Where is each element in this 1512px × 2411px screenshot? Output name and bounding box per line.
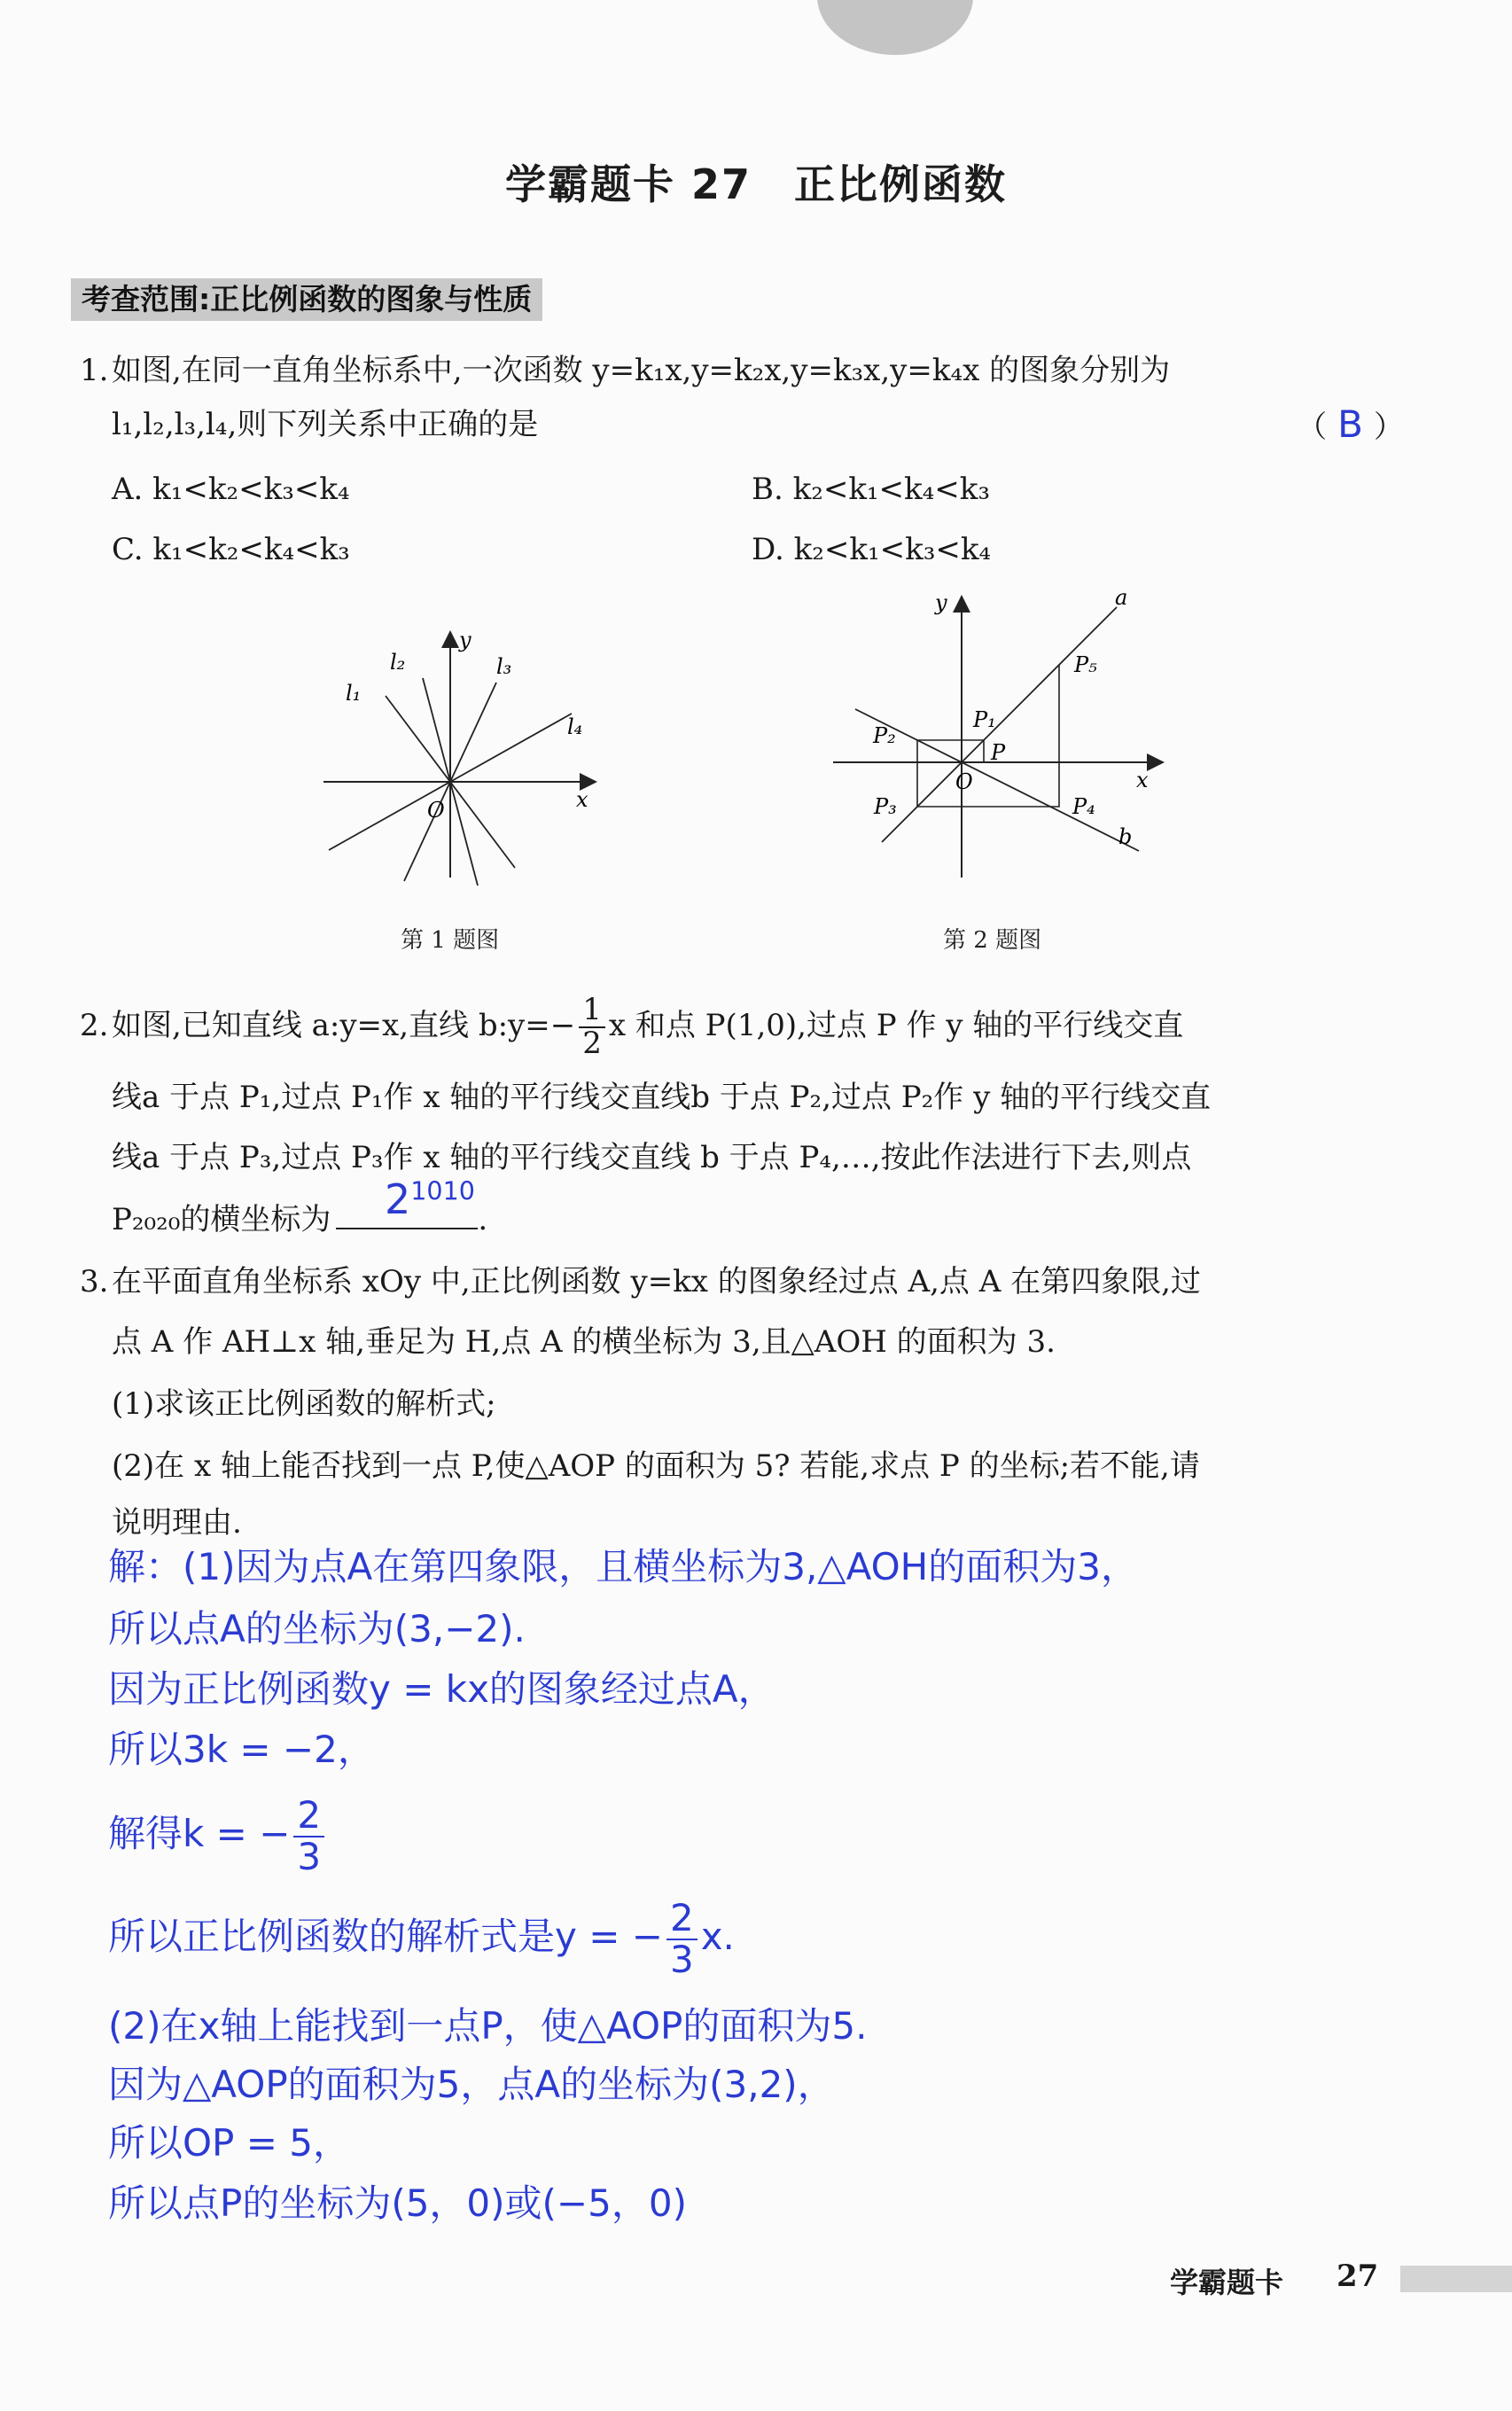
q3-part1: (1)求该正比例函数的解析式; — [112, 1386, 496, 1422]
label-P: P — [991, 740, 1006, 765]
q2-figure — [824, 585, 1188, 895]
label-P2: P₂ — [873, 723, 896, 748]
q3-number: 3. — [80, 1264, 109, 1299]
label-b: b — [1118, 824, 1133, 849]
label-P4: P₄ — [1072, 794, 1095, 819]
q2-line2: 线a 于点 P₁,过点 P₁作 x 轴的平行线交直线b 于点 P₂,过点 P₂作 y 轴的平行线交直 — [112, 1080, 1212, 1115]
q1-answer: B — [1337, 402, 1363, 446]
solution-line-8: 因为△AOP的面积为5，点A的坐标为(3,2)， — [108, 2063, 835, 2106]
q3-part2: (2)在 x 轴上能否找到一点 P,使△AOP 的面积为 5? 若能,求点 P 的坐标;若不能,请 — [112, 1448, 1200, 1484]
q3-line1: 3. 在平面直角坐标系 xOy 中,正比例函数 y=kx 的图象经过点 A,点 A 在第四象限,过 — [80, 1259, 1201, 1305]
scope-label: 考查范围:正比例函数的图象与性质 — [71, 278, 542, 321]
q1-answer-paren: （ B ） — [1297, 402, 1404, 446]
solution-line-7: (2)在x轴上能找到一点P，使△AOP的面积为5. — [108, 2004, 868, 2048]
label-y: y — [935, 590, 947, 615]
q1-figure-caption: 第 1 题图 — [401, 927, 500, 954]
q1-figure — [301, 612, 620, 895]
solution-fraction-2: $\frac{2}{3}$ — [666, 1899, 698, 1978]
solution-line-5: 解得k = − $\frac{2}{3}$ — [108, 1785, 328, 1883]
page-title: 学霸题卡 27 正比例函数 — [504, 160, 1008, 208]
solution-line-10: 所以点P的坐标为(5，0)或(−5，0) — [108, 2181, 687, 2225]
q1-option-a: A. k₁<k₂<k₃<k₄ — [112, 472, 350, 507]
label-origin: O — [955, 769, 973, 794]
label-l3: l₃ — [496, 654, 512, 679]
label-origin: O — [427, 798, 445, 823]
label-x: x — [576, 787, 588, 812]
label-a: a — [1115, 585, 1128, 610]
q2-fraction: $\frac{1}{2}$ — [579, 995, 605, 1059]
solution-fraction-1: $\frac{2}{3}$ — [293, 1796, 324, 1876]
label-x: x — [1136, 768, 1149, 792]
label-P5: P₅ — [1074, 652, 1097, 677]
q1-line2: l₁,l₂,l₃,l₄,则下列关系中正确的是 — [112, 407, 539, 442]
q2-line4: P₂₀₂₀的横坐标为 . — [112, 1202, 488, 1237]
label-P3: P₃ — [874, 794, 897, 819]
q1-option-c: C. k₁<k₂<k₄<k₃ — [112, 532, 350, 567]
solution-line-2: 所以点A的坐标为(3,−2). — [108, 1607, 526, 1650]
q2-line1: 2. 如图,已知直线 a:y=x,直线 b:y=− $\frac{1}{2}$ x 和点 P(1,0),过点 P 作 y 轴的平行线交直 — [80, 992, 1184, 1061]
label-l4: l₄ — [567, 714, 583, 739]
solution-line-3: 因为正比例函数y = kx的图象经过点A， — [108, 1667, 775, 1711]
q2-number: 2. — [80, 1008, 109, 1043]
solution-line-9: 所以OP = 5， — [108, 2121, 351, 2165]
q2-line3: 线a 于点 P₃,过点 P₃作 x 轴的平行线交直线 b 于点 P₄,…,按此作法进行下去,则点 — [112, 1140, 1192, 1175]
q3-part2-cont: 说明理由. — [112, 1505, 242, 1541]
q3-line2: 点 A 作 AH⊥x 轴,垂足为 H,点 A 的横坐标为 3,且△AOH 的面积为 3. — [112, 1324, 1056, 1360]
page-tab-decoration — [817, 0, 973, 55]
page-number: 27 — [1337, 2259, 1379, 2294]
label-l1: l₁ — [346, 681, 362, 706]
label-P1: P₁ — [973, 707, 996, 732]
q1-option-d: D. k₂<k₁<k₃<k₄ — [752, 532, 992, 567]
q1-option-b: B. k₂<k₁<k₄<k₃ — [752, 472, 990, 507]
solution-line-6: 所以正比例函数的解析式是y = − $\frac{2}{3}$ x. — [108, 1896, 735, 1981]
label-y: y — [459, 628, 472, 652]
q1-line1: 1. 如图,在同一直角坐标系中,一次函数 y=k₁x,y=k₂x,y=k₃x,y=k₄x 的图象分别为 — [80, 347, 1170, 394]
label-l2: l₂ — [390, 650, 406, 675]
q2-answer: $2^{1010}$ — [385, 1175, 475, 1223]
solution-line-4: 所以3k = −2， — [108, 1728, 375, 1771]
q2-figure-caption: 第 2 题图 — [943, 927, 1042, 954]
solution-line-1: 解：(1)因为点A在第四象限，且横坐标为3,△AOH的面积为3， — [108, 1545, 1138, 1588]
footer-bar — [1400, 2266, 1512, 2292]
q1-number: 1. — [80, 353, 109, 388]
footer-label: 学霸题卡 — [1170, 2266, 1284, 2299]
line-b — [855, 709, 1139, 851]
